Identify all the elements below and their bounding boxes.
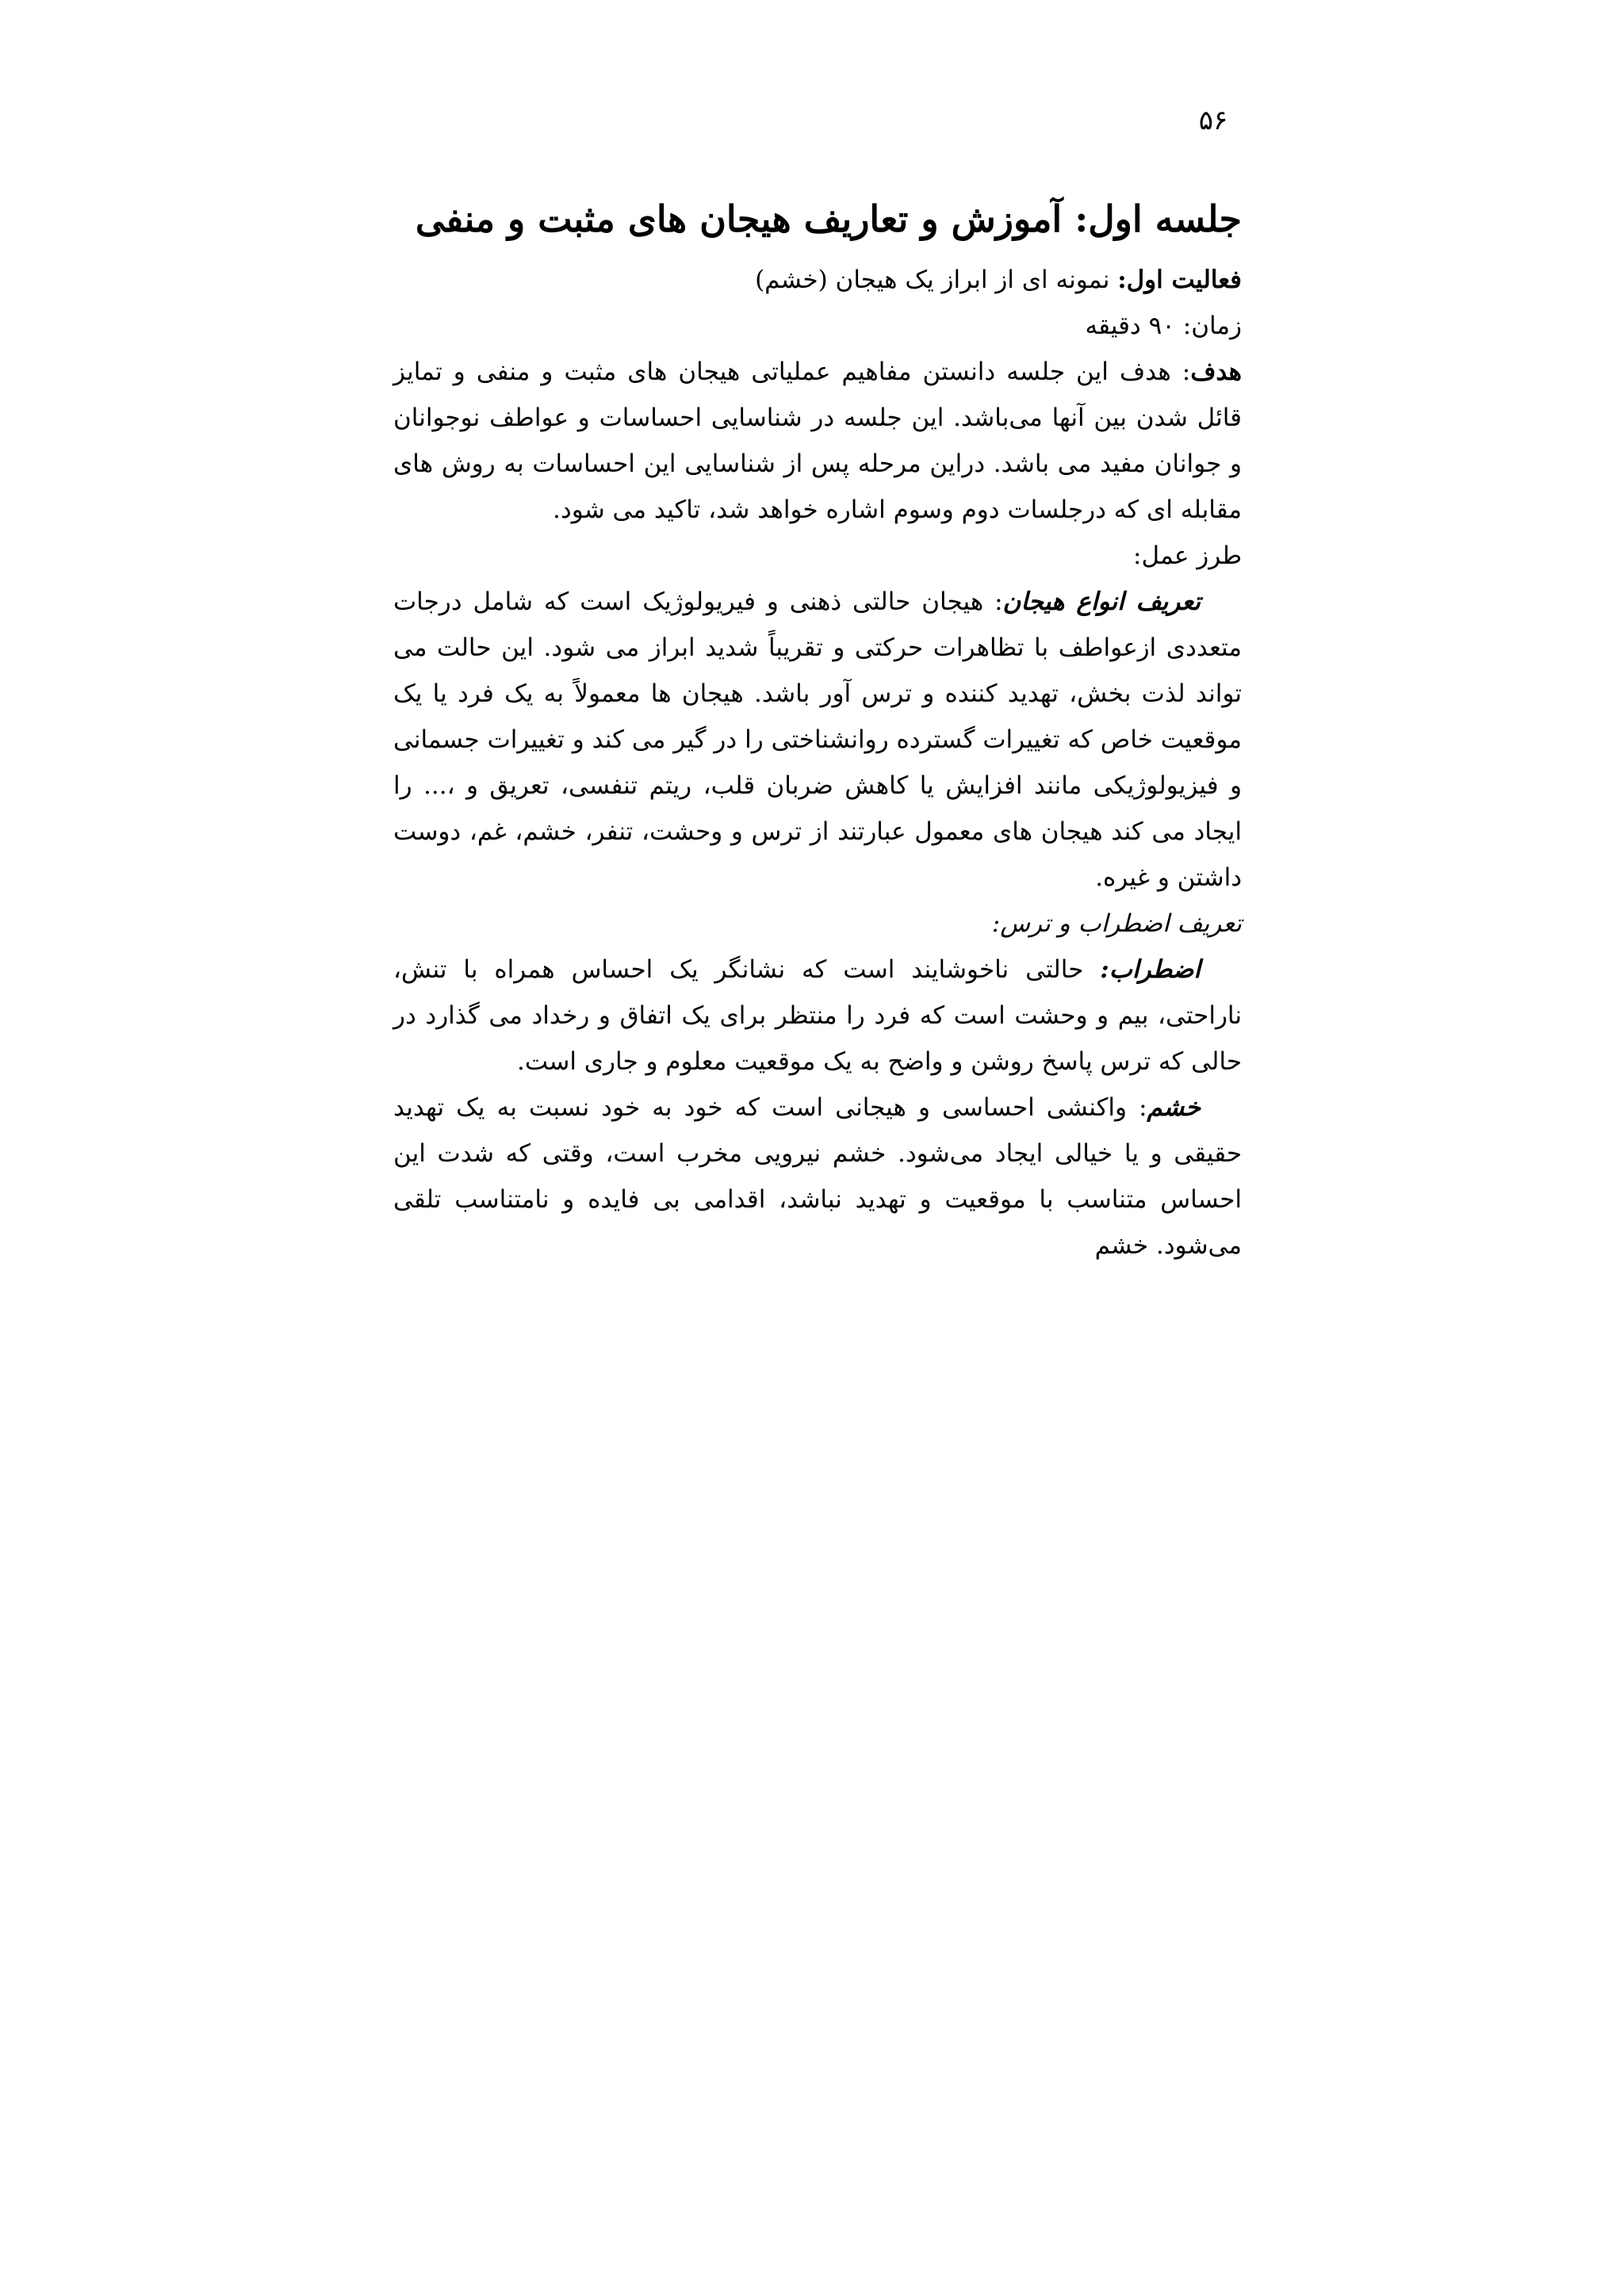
activity-label: فعالیت اول: [1117, 266, 1242, 294]
anxiety-label: اضطراب: [1100, 955, 1201, 984]
emotion-definition-label: تعریف انواع هیجان [1002, 587, 1201, 616]
emotion-definition-paragraph [393, 579, 1242, 901]
goal-paragraph [393, 349, 1242, 533]
procedure-label: طرز عمل: [1133, 541, 1242, 570]
activity-text: نمونه ای از ابراز یک هیجان (خشم) [755, 266, 1118, 294]
anger-text: : واکنشی احساسی و هیجانی است که خود به خود نسبت به یک تهدید حقیقی و یا خیالی ایجاد می‌شود. خشم نیرویی مخرب است، وقتی که شدت این احساس متناسب با موقعیت و تهدید نباشد، اقدامی بی فایده و نامتناسب تلقی می‌شود. خشم [393, 1093, 1242, 1260]
page-content [393, 189, 1242, 1269]
session-title: جلسه اول: آموزش و تعاریف هیجان های مثبت و منفی [415, 197, 1242, 240]
anxiety-text: حالتی ناخوشایند است که نشانگر یک احساس همراه با تنش، ناراحتی، بیم و وحشت است که فرد را منتظر برای یک اتفاق و رخداد می گذارد در حالی که ترس پاسخ روشن و واضح به یک موقعیت معلوم و جاری است. [393, 955, 1242, 1076]
duration-line: زمان: ۹۰ دقیقه [1085, 312, 1242, 340]
anger-paragraph [393, 1085, 1242, 1269]
goal-label: هدف [1190, 358, 1242, 386]
anxiety-paragraph [393, 947, 1242, 1085]
page-number: ۵۶ [1198, 105, 1228, 136]
emotion-definition-text: : هیجان حالتی ذهنی و فیریولوژیک است که شامل درجات متعددی ازعواطف با تظاهرات حرکتی و تقریباً شدید ابراز می شود. این حالت می تواند لذت بخش، تهدید کننده و ترس آور باشد. هیجان ها معمولاً به یک فرد یا یک موقعیت خاص که تغییرات گسترده روانشناختی را در گیر می کند و تغییرات جسمانی و فیزیولوژیکی مانند افزایش یا کاهش ضربان قلب، ریتم تنفسی، تعریق و ،... را ایجاد می کند هیجان های معمول عبارتند از ترس و وحشت، تنفر، خشم، غم، دوست داشتن و غیره. [393, 587, 1242, 892]
anxiety-fear-heading: تعریف اضطراب و ترس: [991, 909, 1242, 938]
goal-text: : هدف این جلسه دانستن مفاهیم عملیاتی هیجان های مثبت و منفی و تمایز قائل شدن بین آنها می‌باشد. این جلسه در شناسایی احساسات و عواطف نوجوانان و جوانان مفید می باشد. دراین مرحله پس از شناسایی این احساسات به روش های مقابله ای که درجلسات دوم وسوم اشاره خواهد شد، تاکید می شود. [393, 358, 1242, 524]
anger-label: خشم [1147, 1093, 1201, 1122]
activity-line [393, 257, 1242, 303]
